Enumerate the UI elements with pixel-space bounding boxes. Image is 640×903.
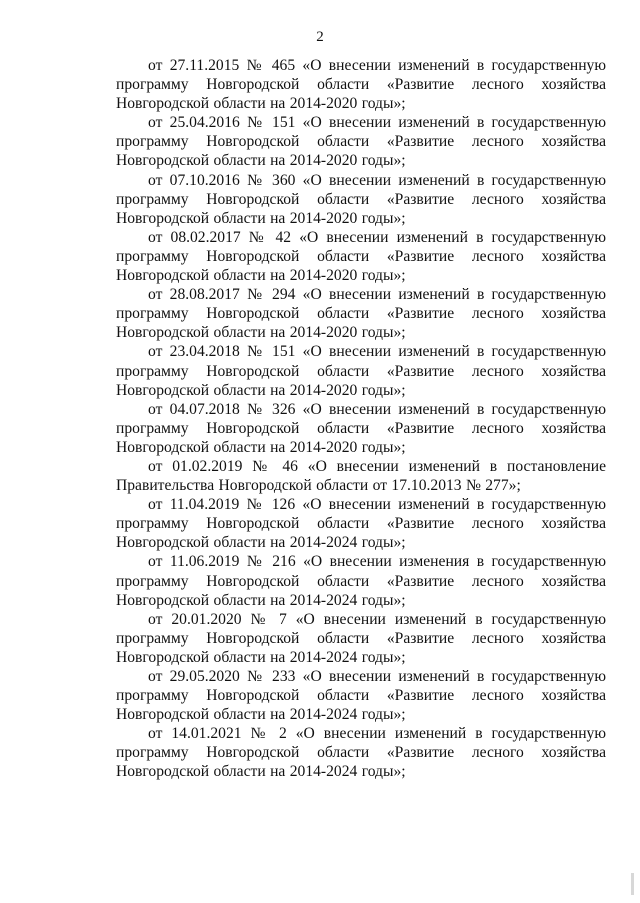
list-item: от 28.08.2017 № 294 «О внесении изменений в государственную программу Новгородской области «Развитие лесного хозяйства Новгородской области на 2014-2020 годы»; xyxy=(116,286,606,342)
list-item: от 04.07.2018 № 326 «О внесении изменений в государственную программу Новгородской области «Развитие лесного хозяйства Новгородской области на 2014-2020 годы»; xyxy=(116,400,606,456)
list-item: от 23.04.2018 № 151 «О внесении изменений в государственную программу Новгородской области «Развитие лесного хозяйства Новгородской области на 2014-2020 годы»; xyxy=(116,343,606,399)
list-item: от 25.04.2016 № 151 «О внесении изменений в государственную программу Новгородской области «Развитие лесного хозяйства Новгородской области на 2014-2020 годы»; xyxy=(116,114,606,170)
list-item: от 27.11.2015 № 465 «О внесении изменений в государственную программу Новгородской области «Развитие лесного хозяйства Новгородской области на 2014-2020 годы»; xyxy=(116,57,606,113)
list-item: от 08.02.2017 № 42 «О внесении изменений в государственную программу Новгородской области «Развитие лесного хозяйства Новгородской области на 2014-2020 годы»; xyxy=(116,228,606,285)
list-item: от 01.02.2019 № 46 «О внесении изменений в постановление Правительства Новгородской области от 17.10.2013 № 277»; xyxy=(116,457,606,495)
list-item: от 11.06.2019 № 216 «О внесении изменения в государственную программу Новгородской области «Развитие лесного хозяйства Новгородской области на 2014-2024 годы»; xyxy=(116,553,606,609)
list-item: от 14.01.2021 № 2 «О внесении изменений в государственную программу Новгородской области «Развитие лесного хозяйства Новгородской области на 2014-2024 годы»; xyxy=(116,725,606,781)
list-item: от 29.05.2020 № 233 «О внесении изменений в государственную программу Новгородской области «Развитие лесного хозяйства Новгородской области на 2014-2024 годы»; xyxy=(116,668,606,724)
list-item: от 11.04.2019 № 126 «О внесении изменений в государственную программу Новгородской области «Развитие лесного хозяйства Новгородской области на 2014-2024 годы»; xyxy=(116,496,606,552)
scan-edge-mark xyxy=(631,873,634,895)
page-number: 2 xyxy=(316,29,324,45)
list-item: от 20.01.2020 № 7 «О внесении изменений в государственную программу Новгородской области «Развитие лесного хозяйства Новгородской области на 2014-2024 годы»; xyxy=(116,610,606,666)
list-item: от 07.10.2016 № 360 «О внесении изменений в государственную программу Новгородской области «Развитие лесного хозяйства Новгородской области на 2014-2020 годы»; xyxy=(116,171,606,227)
resolution-list xyxy=(116,56,606,782)
